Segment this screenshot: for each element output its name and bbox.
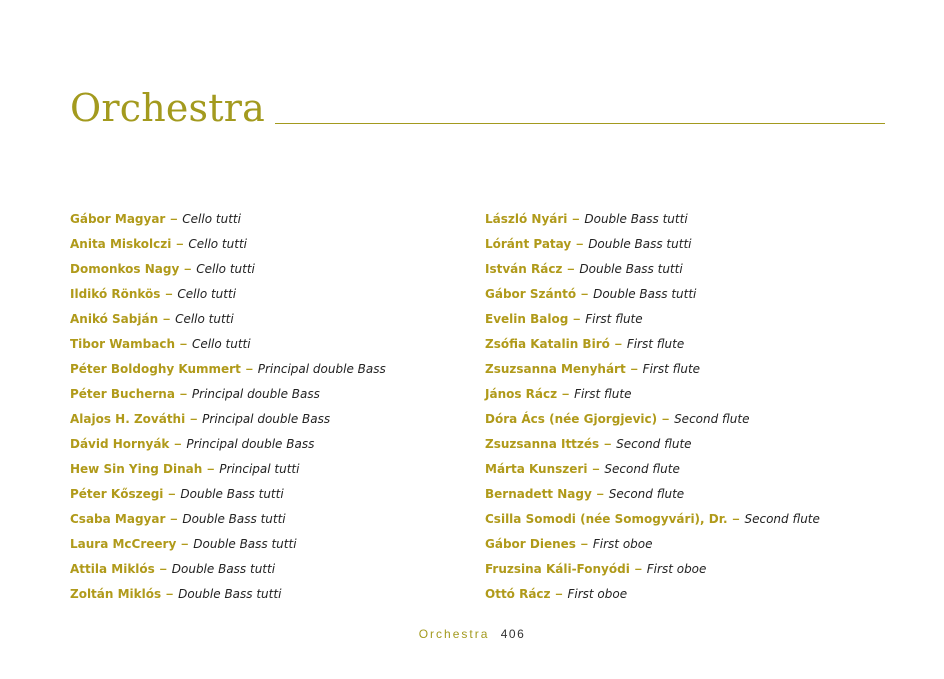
entry-separator: – [576,237,584,251]
entry-separator: – [555,587,563,601]
left-column [70,207,386,607]
musician-name: Zsuzsanna Menyhárt [485,362,626,376]
musician-name: Zoltán Miklós [70,587,162,601]
musician-name: Hew Sin Ying Dinah [70,462,203,476]
musician-role: Double Bass tutti [584,212,688,226]
roster-entry [485,582,820,607]
musician-name: Attila Miklós [70,562,155,576]
musician-name: Anita Miskolczi [70,237,172,251]
roster-entry [70,457,386,482]
entry-separator: – [581,287,589,301]
roster-entry [70,357,386,382]
musician-name: Gábor Szántó [485,287,577,301]
musician-name: Zsuzsanna Ittzés [485,437,600,451]
roster-entry [70,207,386,232]
entry-separator: – [634,562,642,576]
footer-label: Orchestra [418,627,490,641]
musician-name: Gábor Magyar [70,212,166,226]
roster-entry [485,432,820,457]
roster-entry [70,282,386,307]
right-column [485,207,820,607]
musician-role: First flute [626,337,685,351]
musician-role: Principal tutti [219,462,300,476]
entry-separator: – [630,362,638,376]
musician-role: Double Bass tutti [182,512,286,526]
musician-name: Péter Boldoghy Kummert [70,362,241,376]
entry-separator: – [567,262,575,276]
musician-role: Double Bass tutti [178,587,282,601]
musician-role: Second flute [608,487,685,501]
musician-name: Evelin Balog [485,312,569,326]
entry-separator: – [179,337,187,351]
musician-role: Principal double Bass [202,412,331,426]
musician-role: Double Bass tutti [588,237,692,251]
musician-name: Anikó Sabján [70,312,159,326]
roster-entry [485,557,820,582]
roster-entry [485,282,820,307]
entry-separator: – [580,537,588,551]
entry-separator: – [168,487,176,501]
roster-entry [485,532,820,557]
roster-entry [70,482,386,507]
musician-role: Second flute [604,462,680,476]
musician-role: Cello tutti [188,237,247,251]
musician-name: Csaba Magyar [70,512,166,526]
musician-role: Double Bass tutti [180,487,284,501]
entry-separator: – [662,412,670,426]
musician-role: Cello tutti [175,312,234,326]
musician-name: Márta Kunszeri [485,462,588,476]
entry-separator: – [592,462,600,476]
entry-separator: – [166,587,174,601]
musician-role: Principal double Bass [186,437,315,451]
musician-name: Alajos H. Zováthi [70,412,186,426]
roster-entry [485,382,820,407]
musician-role: First flute [585,312,643,326]
roster-entry [70,582,386,607]
musician-name: Laura McCreery [70,537,177,551]
musician-name: Csilla Somodi (née Somogyvári), Dr. [485,512,728,526]
musician-name: István Rácz [485,262,563,276]
roster-entry [485,507,820,532]
roster-entry [70,532,386,557]
musician-name: Ottó Rácz [485,587,551,601]
roster-entry [485,207,820,232]
musician-role: First flute [574,387,632,401]
entry-separator: – [573,312,581,326]
entry-separator: – [165,287,173,301]
entry-separator: – [179,387,187,401]
roster-entry [70,382,386,407]
roster-entry [485,457,820,482]
musician-role: First oboe [646,562,707,576]
musician-role: Cello tutti [182,212,241,226]
musician-name: Péter Bucherna [70,387,175,401]
entry-separator: – [181,537,189,551]
entry-separator: – [245,362,253,376]
entry-separator: – [207,462,215,476]
title-rule [275,123,885,124]
roster-entry [485,232,820,257]
musician-role: Double Bass tutti [193,537,297,551]
page-number: 406 [500,627,526,641]
entry-separator: – [174,437,182,451]
musician-role: Second flute [674,412,750,426]
musician-name: Gábor Dienes [485,537,576,551]
musician-name: Bernadett Nagy [485,487,592,501]
roster-entry [70,307,386,332]
musician-name: Lóránt Patay [485,237,572,251]
musician-name: Zsófia Katalin Biró [485,337,610,351]
entry-separator: – [572,212,580,226]
entry-separator: – [184,262,192,276]
musician-role: Cello tutti [177,287,237,301]
musician-role: Double Bass tutti [593,287,697,301]
roster-entry [485,407,820,432]
musician-role: Principal double Bass [257,362,386,376]
roster-entry [70,232,386,257]
musician-name: Ildikó Rönkös [70,287,161,301]
musician-role: Double Bass tutti [579,262,683,276]
musician-name: Domonkos Nagy [70,262,180,276]
musician-role: Principal double Bass [191,387,320,401]
entry-separator: – [614,337,622,351]
musician-role: Cello tutti [196,262,255,276]
roster-entry [485,257,820,282]
musician-name: János Rácz [485,387,558,401]
entry-separator: – [604,437,612,451]
page-header [70,86,885,130]
roster-entry [70,557,386,582]
musician-role: First flute [642,362,701,376]
roster-entry [70,407,386,432]
musician-role: First oboe [567,587,628,601]
entry-separator: – [596,487,604,501]
entry-separator: – [176,237,184,251]
roster-entry [70,507,386,532]
roster-entry [485,332,820,357]
entry-separator: – [163,312,171,326]
page-title: Orchestra [70,86,265,130]
roster-entry [485,482,820,507]
entry-separator: – [190,412,198,426]
roster-entry [70,332,386,357]
page-footer [0,627,944,641]
musician-role: Second flute [616,437,692,451]
entry-separator: – [170,512,178,526]
musician-name: László Nyári [485,212,568,226]
musician-name: Dóra Ács (née Gjorgjevic) [485,412,658,426]
roster-entry [485,307,820,332]
musician-role: Second flute [744,512,820,526]
musician-role: First oboe [592,537,653,551]
entry-separator: – [170,212,178,226]
musician-role: Cello tutti [191,337,251,351]
entry-separator: – [159,562,167,576]
roster-entry [485,357,820,382]
roster-entry [70,257,386,282]
musician-name: Dávid Hornyák [70,437,170,451]
musician-name: Péter Kőszegi [70,487,164,501]
musician-name: Fruzsina Káli-Fonyódi [485,562,630,576]
musician-role: Double Bass tutti [171,562,276,576]
entry-separator: – [732,512,740,526]
roster-entry [70,432,386,457]
entry-separator: – [562,387,570,401]
musician-name: Tibor Wambach [70,337,175,351]
